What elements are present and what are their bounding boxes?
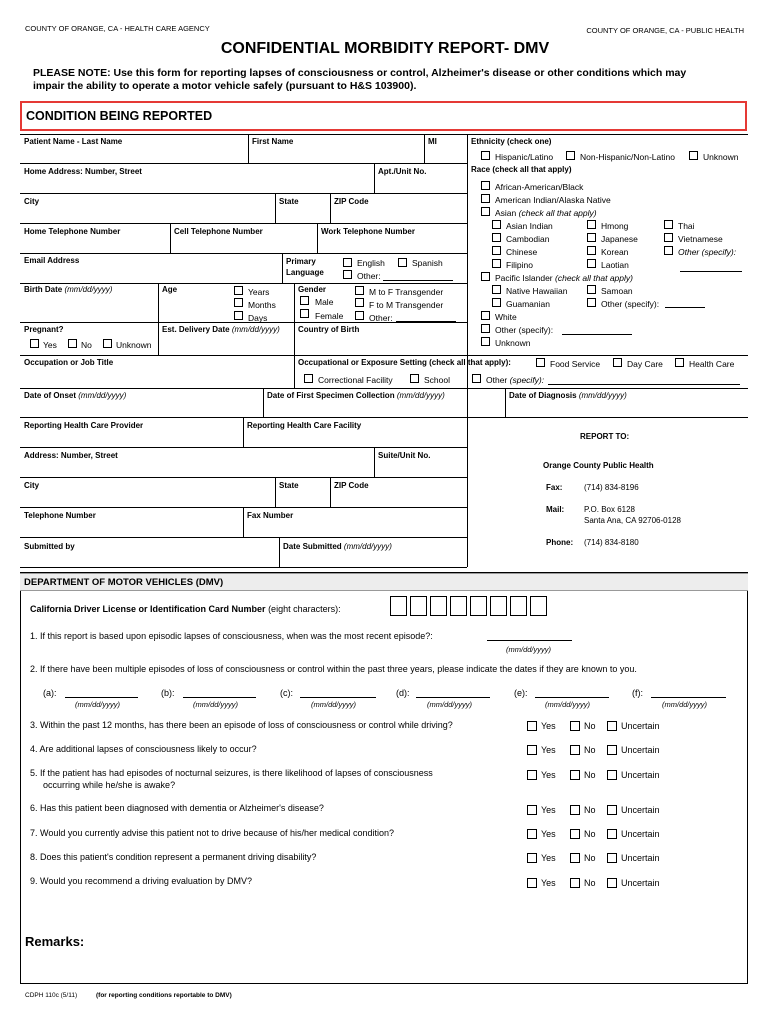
q9-yes-label: Yes [541,878,556,888]
day-care-checkbox[interactable] [613,358,622,367]
q4-no-label: No [584,745,596,755]
chinese-label: Chinese [506,247,538,257]
q1-date-line[interactable] [487,640,572,641]
samoan-label: Samoan [601,286,633,296]
date-c-line[interactable] [300,697,376,698]
q4-uncertain-label: Uncertain [621,745,660,755]
report-to-title: REPORT TO: [580,432,630,441]
mail-line-2: Santa Ana, CA 92706-0128 [584,516,681,525]
provider-city-label: City [24,481,40,490]
hmong-label: Hmong [601,221,629,231]
health-care-checkbox[interactable] [675,358,684,367]
gender-other-checkbox[interactable] [355,311,364,320]
asian-other-line[interactable] [680,271,742,272]
laotian-checkbox[interactable] [587,259,596,268]
asian-indian-checkbox[interactable] [492,220,501,229]
city-label: City [24,197,40,206]
q3-uncertain-checkbox[interactable] [607,721,617,731]
zip-label: ZIP Code [334,197,369,206]
q5-no-label: No [584,770,596,780]
white-label: White [495,312,517,322]
months-checkbox[interactable] [234,298,243,307]
asian-other-label: Other (specify): [678,247,737,257]
q5-yes-checkbox[interactable] [527,770,537,780]
remarks-label: Remarks: [25,934,85,949]
race-other-checkbox[interactable] [481,324,490,333]
lang-other-line[interactable] [383,280,453,281]
footer-note: (for reporting conditions reportable to DMV) [96,992,232,999]
filipino-label: Filipino [506,260,533,270]
spanish-checkbox[interactable] [398,258,407,267]
date-f-format: (mm/dd/yyyy) [662,700,707,709]
fax-value: (714) 834-8196 [584,483,639,492]
day-care-label: Day Care [627,359,663,369]
gender-other-label: Other: [369,313,393,323]
specimen-label: Date of First Specimen Collection (mm/dd/yyyy) [267,391,445,400]
q6-no-checkbox[interactable] [570,805,580,815]
date-a-label: (a): [43,688,57,698]
provider-label: Reporting Health Care Provider [24,421,144,430]
q3-yes-checkbox[interactable] [527,721,537,731]
q7-uncertain-label: Uncertain [621,829,660,839]
last-name-label: Patient Name - Last Name [24,137,123,146]
question-6: 6. Has this patient been diagnosed with dementia or Alzheimer's disease? [30,803,324,813]
q6-yes-checkbox[interactable] [527,805,537,815]
pi-other-label: Other (specify): [601,299,660,309]
ftm-checkbox[interactable] [355,298,364,307]
correctional-checkbox[interactable] [304,374,313,383]
months-label: Months [248,300,276,310]
age-label: Age [162,285,178,294]
q4-no-checkbox[interactable] [570,745,580,755]
form-code: CDPH 110c (5/11) [25,992,78,999]
female-label: Female [315,311,344,321]
question-5: 5. If the patient has had episodes of nocturnal seizures, is there likelihood of lapses of consciousness [30,768,433,778]
non-hispanic-checkbox[interactable] [566,151,575,160]
guamanian-label: Guamanian [506,299,550,309]
question-5-cont: occurring while he/she is awake? [43,780,176,790]
license-box[interactable] [470,596,487,616]
q5-uncertain-label: Uncertain [621,770,660,780]
date-b-line[interactable] [183,697,256,698]
white-checkbox[interactable] [481,311,490,320]
years-checkbox[interactable] [234,286,243,295]
agency-left: COUNTY OF ORANGE, CA - HEALTH CARE AGENCY [25,24,210,33]
filipino-checkbox[interactable] [492,259,501,268]
fax-label: Fax: [546,483,563,492]
question-2: 2. If there have been multiple episodes of loss of consciousness or control within the past three years, please indicate the dates if they are known to you. [30,664,637,674]
q7-yes-checkbox[interactable] [527,829,537,839]
pregnant-unknown-label: Unknown [116,340,152,350]
non-hispanic-label: Non-Hispanic/Non-Latino [580,152,675,162]
hmong-checkbox[interactable] [587,220,596,229]
question-4: 4. Are additional lapses of consciousness likely to occur? [30,744,257,754]
occ-other-line[interactable] [548,384,740,385]
phone-label: Phone: [546,538,574,547]
suite-label: Suite/Unit No. [378,451,431,460]
note-line-2: impair the ability to operate a motor vehicle safely (pursuant to H&S 103900). [33,80,417,92]
thai-label: Thai [678,221,695,231]
q7-no-checkbox[interactable] [570,829,580,839]
license-label: California Driver License or Identification Card Number (eight characters): [30,604,341,614]
q9-no-checkbox[interactable] [570,878,580,888]
pregnant-no-checkbox[interactable] [68,339,77,348]
lang-other-label: Other: [357,271,381,281]
vietnamese-checkbox[interactable] [664,233,673,242]
q6-yes-label: Yes [541,805,556,815]
occ-setting-label: Occupational or Exposure Setting (check all that apply): [298,358,511,367]
apt-label: Apt./Unit No. [378,167,427,176]
condition-field[interactable]: CONDITION BEING REPORTED [20,101,747,131]
days-label: Days [248,313,268,323]
license-box[interactable] [510,596,527,616]
race-unknown-checkbox[interactable] [481,337,490,346]
phone-value: (714) 834-8180 [584,538,639,547]
provider-fax-label: Fax Number [247,511,294,520]
vietnamese-label: Vietnamese [678,234,723,244]
samoan-checkbox[interactable] [587,285,596,294]
american-indian-label: American Indian/Alaska Native [495,195,611,205]
hispanic-label: Hispanic/Latino [495,152,554,162]
note-line-1: PLEASE NOTE: Use this form for reporting lapses of consciousness or control, Alzheimer's disease or other conditions which may [33,67,687,79]
provider-address-label: Address: Number, Street [24,451,118,460]
q9-uncertain-checkbox[interactable] [607,878,617,888]
korean-label: Korean [601,247,629,257]
provider-zip-label: ZIP Code [334,481,369,490]
country-birth-label: Country of Birth [298,325,360,334]
date-a-line[interactable] [65,697,138,698]
date-e-format: (mm/dd/yyyy) [545,700,590,709]
q4-uncertain-checkbox[interactable] [607,745,617,755]
asian-label: Asian (check all that apply) [495,208,597,218]
date-a-format: (mm/dd/yyyy) [75,700,120,709]
occ-other-checkbox[interactable] [472,374,481,383]
date-submitted-label: Date Submitted (mm/dd/yyyy) [283,542,392,551]
mi-label: MI [428,137,437,146]
guamanian-checkbox[interactable] [492,298,501,307]
license-box[interactable] [430,596,447,616]
q5-no-checkbox[interactable] [570,770,580,780]
occ-other-label: Other (specify): [486,375,545,385]
days-checkbox[interactable] [234,311,243,320]
occupation-label: Occupation or Job Title [24,358,114,367]
q8-yes-checkbox[interactable] [527,853,537,863]
dmv-section-header: DEPARTMENT OF MOTOR VEHICLES (DMV) [20,573,748,591]
date-f-label: (f): [632,688,643,698]
race-label: Race (check all that apply) [471,165,572,174]
first-name-label: First Name [252,137,294,146]
license-box[interactable] [530,596,547,616]
gender-label: Gender [298,285,327,294]
mtf-label: M to F Transgender [369,287,444,297]
mail-label: Mail: [546,505,565,514]
date-e-line[interactable] [535,697,609,698]
ftm-label: F to M Transgender [369,300,444,310]
report-to-org: Orange County Public Health [543,461,654,470]
mail-line-1: P.O. Box 6128 [584,505,635,514]
japanese-label: Japanese [601,234,638,244]
american-indian-checkbox[interactable] [481,194,490,203]
spanish-label: Spanish [412,258,443,268]
pregnant-yes-label: Yes [43,340,57,350]
race-unknown-label: Unknown [495,338,531,348]
work-phone-label: Work Telephone Number [321,227,415,236]
health-care-label: Health Care [689,359,735,369]
q7-yes-label: Yes [541,829,556,839]
race-other-label: Other (specify): [495,325,554,335]
license-box[interactable] [490,596,507,616]
q3-yes-label: Yes [541,721,556,731]
eth-unknown-checkbox[interactable] [689,151,698,160]
q8-yes-label: Yes [541,853,556,863]
q5-yes-label: Yes [541,770,556,780]
hawaiian-checkbox[interactable] [492,285,501,294]
english-checkbox[interactable] [343,258,352,267]
q7-no-label: No [584,829,596,839]
asian-other-checkbox[interactable] [664,246,673,255]
q8-uncertain-label: Uncertain [621,853,660,863]
pacific-checkbox[interactable] [481,272,490,281]
cambodian-label: Cambodian [506,234,550,244]
date-b-format: (mm/dd/yyyy) [193,700,238,709]
submitted-by-label: Submitted by [24,542,75,551]
pregnant-unknown-checkbox[interactable] [103,339,112,348]
q3-no-label: No [584,721,596,731]
date-c-format: (mm/dd/yyyy) [311,700,356,709]
q9-yes-checkbox[interactable] [527,878,537,888]
cell-phone-label: Cell Telephone Number [174,227,263,236]
mtf-checkbox[interactable] [355,286,364,295]
question-7: 7. Would you currently advise this patient not to drive because of his/her medical condition? [30,828,395,838]
correctional-label: Correctional Facility [318,375,393,385]
korean-checkbox[interactable] [587,246,596,255]
question-8: 8. Does this patient's condition represent a permanent driving disability? [30,852,317,862]
provider-phone-label: Telephone Number [24,511,96,520]
facility-label: Reporting Health Care Facility [247,421,362,430]
date-c-label: (c): [280,688,293,698]
license-boxes[interactable] [390,596,547,616]
male-label: Male [315,297,334,307]
q4-yes-label: Yes [541,745,556,755]
pi-other-checkbox[interactable] [587,298,596,307]
hispanic-checkbox[interactable] [481,151,490,160]
school-label: School [424,375,450,385]
date-b-label: (b): [161,688,175,698]
pi-other-line[interactable] [665,307,705,308]
license-box[interactable] [390,596,407,616]
date-d-line[interactable] [416,697,490,698]
q6-no-label: No [584,805,596,815]
diagnosis-label: Date of Diagnosis (mm/dd/yyyy) [509,391,627,400]
date-d-label: (d): [396,688,410,698]
q7-uncertain-checkbox[interactable] [607,829,617,839]
chinese-checkbox[interactable] [492,246,501,255]
pacific-label: Pacific Islander (check all that apply) [495,273,633,283]
provider-state-label: State [279,481,299,490]
q8-no-label: No [584,853,596,863]
birth-date-label: Birth Date (mm/dd/yyyy) [24,285,113,294]
english-label: English [357,258,385,268]
q3-no-checkbox[interactable] [570,721,580,731]
agency-right: COUNTY OF ORANGE, CA - PUBLIC HEALTH [586,26,744,35]
license-box[interactable] [410,596,427,616]
q8-uncertain-checkbox[interactable] [607,853,617,863]
asian-checkbox[interactable] [481,207,490,216]
cambodian-checkbox[interactable] [492,233,501,242]
years-label: Years [248,287,270,297]
pregnant-yes-checkbox[interactable] [30,339,39,348]
q3-uncertain-label: Uncertain [621,721,660,731]
q6-uncertain-checkbox[interactable] [607,805,617,815]
q5-uncertain-checkbox[interactable] [607,770,617,780]
male-checkbox[interactable] [300,296,309,305]
hawaiian-label: Native Hawaiian [506,286,568,296]
q1-date-format: (mm/dd/yyyy) [506,645,551,654]
pregnant-no-label: No [81,340,92,350]
date-f-line[interactable] [651,697,726,698]
thai-checkbox[interactable] [664,220,673,229]
lang-other-checkbox[interactable] [343,270,352,279]
date-d-format: (mm/dd/yyyy) [427,700,472,709]
form-title: CONFIDENTIAL MORBIDITY REPORT- DMV [220,40,550,57]
gender-other-line[interactable] [396,321,456,322]
african-checkbox[interactable] [481,181,490,190]
email-label: Email Address [24,256,80,265]
laotian-label: Laotian [601,260,629,270]
est-delivery-label: Est. Delivery Date (mm/dd/yyyy) [162,325,280,334]
question-3: 3. Within the past 12 months, has there been an episode of loss of consciousness or control while driving? [30,720,453,730]
state-label: State [279,197,299,206]
race-other-line[interactable] [562,334,632,335]
question-9: 9. Would you recommend a driving evaluation by DMV? [30,876,252,886]
female-checkbox[interactable] [300,309,309,318]
primary-language-label: Primary Language [286,257,324,277]
pregnant-label: Pregnant? [24,325,64,334]
question-1: 1. If this report is based upon episodic lapses of consciousness, when was the most recent episode?: [30,631,433,641]
date-e-label: (e): [514,688,528,698]
food-service-checkbox[interactable] [536,358,545,367]
onset-label: Date of Onset (mm/dd/yyyy) [24,391,127,400]
q4-yes-checkbox[interactable] [527,745,537,755]
license-box[interactable] [450,596,467,616]
african-label: African-American/Black [495,182,584,192]
q9-uncertain-label: Uncertain [621,878,660,888]
q9-no-label: No [584,878,596,888]
home-phone-label: Home Telephone Number [24,227,121,236]
ethnicity-label: Ethnicity (check one) [471,137,552,146]
q6-uncertain-label: Uncertain [621,805,660,815]
home-address-label: Home Address: Number, Street [24,167,142,176]
school-checkbox[interactable] [410,374,419,383]
food-service-label: Food Service [550,359,601,369]
asian-indian-label: Asian Indian [506,221,553,231]
japanese-checkbox[interactable] [587,233,596,242]
eth-unknown-label: Unknown [703,152,739,162]
q8-no-checkbox[interactable] [570,853,580,863]
